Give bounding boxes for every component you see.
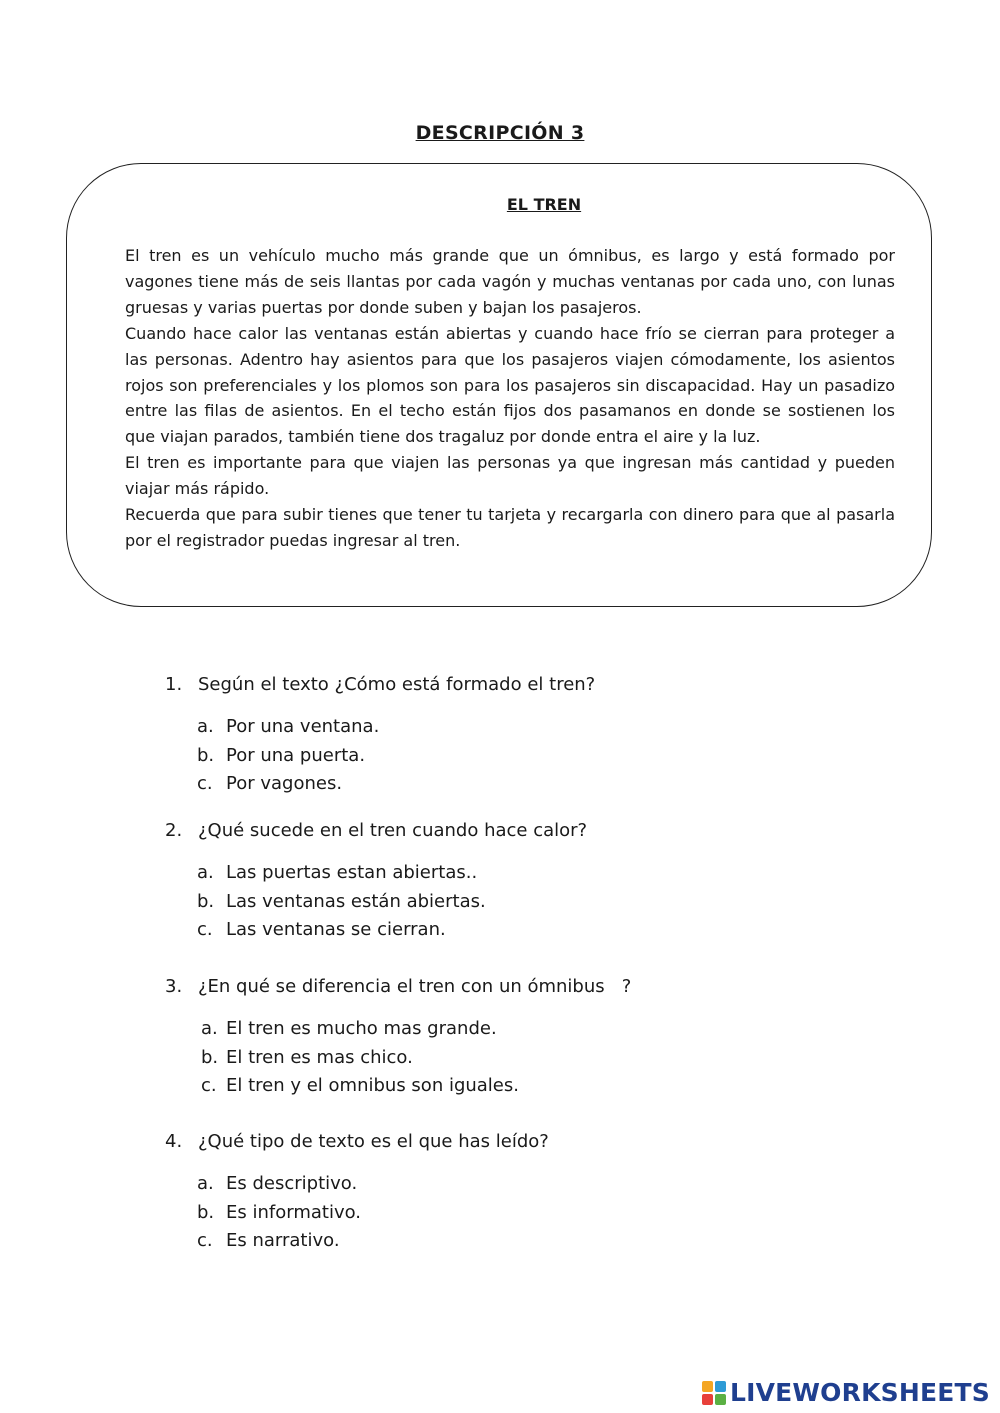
question-line xyxy=(165,671,865,699)
option-a[interactable] xyxy=(197,859,865,888)
option-letter: a. xyxy=(197,716,214,737)
question-1 xyxy=(165,671,865,799)
story-title: EL TREN xyxy=(506,195,582,214)
option-c[interactable] xyxy=(201,1072,865,1101)
option-letter: a. xyxy=(197,862,214,883)
option-b[interactable] xyxy=(197,888,865,917)
options-list xyxy=(165,1170,865,1256)
option-letter: c. xyxy=(201,1075,217,1096)
option-b[interactable] xyxy=(201,1044,865,1073)
question-2 xyxy=(165,817,865,945)
option-c[interactable] xyxy=(197,916,865,945)
story-text xyxy=(125,243,895,554)
option-text: Es narrativo. xyxy=(226,1230,340,1251)
options-list xyxy=(165,859,865,945)
question-4 xyxy=(165,1128,865,1256)
option-text: El tren es mucho mas grande. xyxy=(226,1018,497,1039)
option-letter: b. xyxy=(201,1046,219,1068)
liveworksheets-logo-icon xyxy=(702,1381,726,1405)
option-text: El tren y el omnibus son iguales. xyxy=(226,1075,519,1096)
liveworksheets-watermark xyxy=(702,1378,990,1407)
question-text: Según el texto ¿Cómo está formado el tren? xyxy=(198,674,596,695)
options-list xyxy=(165,1015,865,1101)
question-number: 2. xyxy=(165,820,183,841)
option-letter: a. xyxy=(197,1173,214,1194)
option-c[interactable] xyxy=(197,770,865,799)
option-letter: b. xyxy=(197,744,215,766)
option-text: Por una puerta. xyxy=(226,744,366,766)
brand-name: LIVEWORKSHEETS xyxy=(729,1378,990,1407)
story-paragraph: El tren es importante para que viajen las personas ya que ingresan más cantidad y pueden viajar más rápido. xyxy=(125,453,895,499)
option-a[interactable] xyxy=(197,713,865,742)
option-letter: b. xyxy=(197,1201,215,1223)
option-text: El tren es mas chico. xyxy=(226,1046,413,1068)
story-paragraph: El tren es un vehículo mucho más grande que un ómnibus, es largo y está formado por vagones tiene más de seis llantas por cada vagón y muchas ventanas por cada uno, con lunas gruesas y varias puertas por donde suben y bajan los pasajeros. xyxy=(125,246,895,317)
question-3 xyxy=(165,973,865,1101)
question-text: ¿En qué se diferencia el tren con un ómnibus ? xyxy=(198,976,632,997)
option-letter: a. xyxy=(201,1018,218,1039)
story-paragraph: Cuando hace calor las ventanas están abiertas y cuando hace frío se cierran para proteger a las personas. Adentro hay asientos para que los pasajeros viajen cómodamente, los asientos rojos son preferenciales y los plomos son para los pasajeros sin discapacidad. Hay un pasadizo entre las filas de asientos. En el techo están fijos dos pasamanos en donde se sostienen los que viajan parados, también tiene dos tragaluz por donde entra el aire y la luz. xyxy=(125,323,895,447)
question-text: ¿Qué tipo de texto es el que has leído? xyxy=(198,1131,549,1152)
option-letter: c. xyxy=(197,773,213,794)
page-title: DESCRIPCIÓN 3 xyxy=(415,122,585,144)
options-list xyxy=(165,713,865,799)
question-line xyxy=(165,1128,865,1156)
question-number: 3. xyxy=(165,976,183,997)
question-number: 1. xyxy=(165,674,183,695)
question-line xyxy=(165,973,865,1001)
option-text: Las ventanas se cierran. xyxy=(226,919,446,940)
option-letter: c. xyxy=(197,1230,213,1251)
option-letter: c. xyxy=(197,919,213,940)
option-a[interactable] xyxy=(197,1170,865,1199)
logo-square xyxy=(715,1394,726,1405)
option-text: Las ventanas están abiertas. xyxy=(226,890,486,912)
option-b[interactable] xyxy=(197,742,865,771)
option-text: Las puertas estan abiertas.. xyxy=(226,862,478,883)
story-paragraph: Recuerda que para subir tienes que tener tu tarjeta y recargarla con dinero para que al pasarla por el registrador puedas ingresar al tren. xyxy=(125,505,895,550)
question-number: 4. xyxy=(165,1131,183,1152)
option-text: Por una ventana. xyxy=(226,716,380,737)
option-text: Es informativo. xyxy=(226,1201,362,1223)
logo-square xyxy=(702,1381,713,1392)
option-text: Es descriptivo. xyxy=(226,1173,358,1194)
option-c[interactable] xyxy=(197,1227,865,1256)
question-text: ¿Qué sucede en el tren cuando hace calor? xyxy=(198,820,588,841)
question-line xyxy=(165,817,865,845)
logo-square xyxy=(702,1394,713,1405)
option-a[interactable] xyxy=(201,1015,865,1044)
option-letter: b. xyxy=(197,890,215,912)
option-text: Por vagones. xyxy=(226,773,343,794)
logo-square xyxy=(715,1381,726,1392)
option-b[interactable] xyxy=(197,1199,865,1228)
